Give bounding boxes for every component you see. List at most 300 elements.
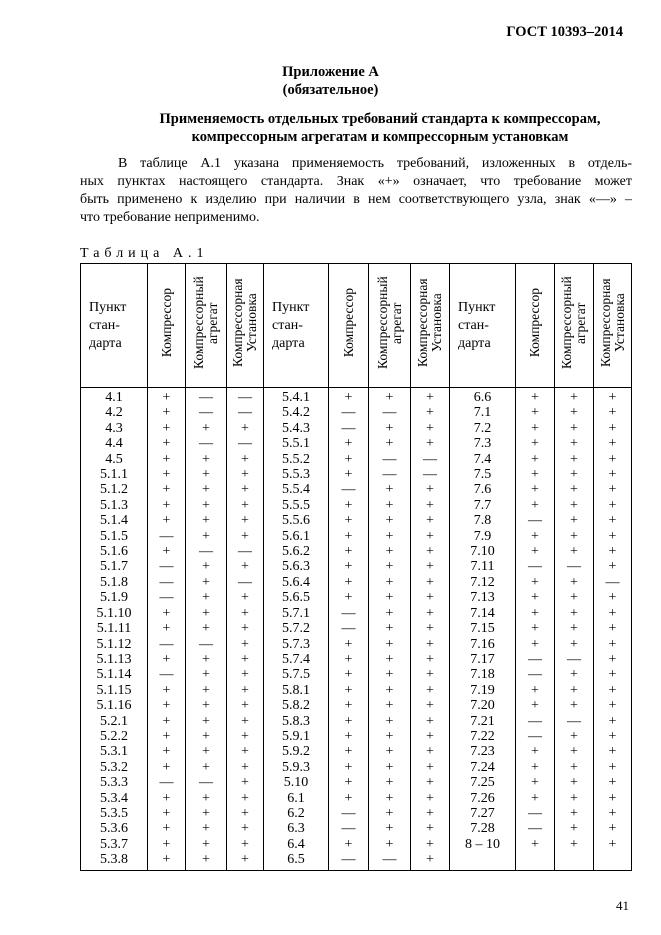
cell-applicability: —: [329, 621, 369, 636]
cell-clause: 5.3.5: [81, 806, 148, 821]
cell-applicability: +: [148, 791, 186, 806]
cell-applicability: +: [227, 806, 264, 821]
table-caption: Таблица А.1: [80, 246, 209, 261]
cell-applicability: —: [186, 405, 227, 420]
table-row: [81, 667, 632, 682]
cell-clause: 5.1.2: [81, 482, 148, 497]
cell-applicability: —: [227, 388, 264, 406]
header-compressor-label: Компрессор: [527, 288, 542, 358]
cell-applicability: +: [329, 637, 369, 652]
cell-applicability: —: [516, 667, 555, 682]
cell-applicability: +: [329, 590, 369, 605]
cell-applicability: +: [516, 606, 555, 621]
cell-applicability: +: [516, 698, 555, 713]
cell-applicability: +: [186, 821, 227, 836]
cell-clause: 7.23: [450, 744, 516, 759]
table-body: [81, 388, 632, 871]
header-compressor-label: Компрессор: [158, 288, 174, 358]
cell-applicability: +: [369, 590, 411, 605]
cell-applicability: +: [329, 729, 369, 744]
cell-applicability: +: [148, 760, 186, 775]
cell-clause: 5.1.7: [81, 559, 148, 574]
cell-applicability: +: [186, 791, 227, 806]
cell-applicability: +: [148, 482, 186, 497]
table-row: [81, 775, 632, 790]
cell-applicability: +: [555, 482, 594, 497]
table-row: [81, 388, 632, 406]
header-punkt-line: дарта: [458, 335, 491, 351]
cell-applicability: +: [516, 760, 555, 775]
header-punkt-line: Пункт: [272, 299, 310, 315]
cell-applicability: +: [516, 683, 555, 698]
cell-applicability: +: [516, 405, 555, 420]
table-row: [81, 760, 632, 775]
cell-applicability: +: [148, 744, 186, 759]
cell-applicability: +: [148, 498, 186, 513]
header-compressor: [516, 264, 555, 388]
cell-applicability: +: [148, 421, 186, 436]
cell-applicability: +: [555, 405, 594, 420]
cell-applicability: +: [411, 436, 450, 451]
cell-clause: 7.24: [450, 760, 516, 775]
header-punkt-line: Пункт: [458, 299, 496, 315]
cell-applicability: +: [411, 621, 450, 636]
cell-applicability: +: [411, 714, 450, 729]
cell-clause: 5.8.2: [264, 698, 329, 713]
cell-applicability: +: [227, 452, 264, 467]
cell-clause: 5.1.10: [81, 606, 148, 621]
cell-clause: 4.5: [81, 452, 148, 467]
cell-applicability: +: [555, 498, 594, 513]
cell-applicability: +: [227, 667, 264, 682]
cell-applicability: +: [369, 388, 411, 406]
cell-applicability: +: [516, 837, 555, 852]
header-punkt-line: дарта: [89, 335, 122, 351]
cell-applicability: +: [516, 791, 555, 806]
header-punkt-line: Пункт: [89, 299, 127, 315]
annex-status: (обязательное): [282, 82, 379, 98]
cell-applicability: +: [186, 575, 227, 590]
annex-title: Приложение А: [282, 64, 379, 80]
cell-applicability: +: [411, 590, 450, 605]
cell-applicability: +: [329, 529, 369, 544]
cell-applicability: +: [227, 821, 264, 836]
cell-applicability: +: [411, 775, 450, 790]
cell-clause: 5.4.3: [264, 421, 329, 436]
cell-applicability: +: [411, 559, 450, 574]
cell-clause: 7.20: [450, 698, 516, 713]
cell-applicability: +: [555, 729, 594, 744]
cell-applicability: +: [148, 621, 186, 636]
table-row: [81, 652, 632, 667]
table-row: [81, 637, 632, 652]
table-row: [81, 559, 632, 574]
cell-applicability: +: [411, 760, 450, 775]
cell-clause: 5.8.1: [264, 683, 329, 698]
table-row: [81, 590, 632, 605]
cell-applicability: —: [516, 559, 555, 574]
cell-applicability: +: [369, 714, 411, 729]
cell-clause: 7.6: [450, 482, 516, 497]
cell-applicability: +: [186, 529, 227, 544]
cell-applicability: +: [555, 388, 594, 406]
cell-applicability: [516, 852, 555, 870]
cell-clause: 6.1: [264, 791, 329, 806]
cell-applicability: +: [227, 652, 264, 667]
cell-applicability: +: [148, 683, 186, 698]
cell-applicability: +: [329, 652, 369, 667]
cell-applicability: —: [329, 821, 369, 836]
cell-applicability: —: [516, 714, 555, 729]
table-row: [81, 683, 632, 698]
cell-clause: 5.6.3: [264, 559, 329, 574]
cell-applicability: +: [148, 698, 186, 713]
cell-applicability: —: [516, 513, 555, 528]
cell-applicability: +: [148, 452, 186, 467]
table-row: [81, 575, 632, 590]
cell-clause: 7.16: [450, 637, 516, 652]
cell-applicability: +: [369, 421, 411, 436]
cell-applicability: —: [227, 575, 264, 590]
table-row: [81, 513, 632, 528]
cell-applicability: +: [555, 544, 594, 559]
header-aggregate: [186, 264, 227, 388]
cell-applicability: +: [411, 791, 450, 806]
cell-applicability: —: [227, 405, 264, 420]
cell-applicability: —: [329, 852, 369, 870]
cell-applicability: +: [369, 744, 411, 759]
cell-applicability: +: [329, 683, 369, 698]
cell-applicability: +: [594, 388, 632, 406]
cell-applicability: +: [148, 837, 186, 852]
cell-applicability: —: [516, 806, 555, 821]
cell-applicability: +: [369, 498, 411, 513]
cell-clause: 5.5.5: [264, 498, 329, 513]
cell-applicability: +: [148, 652, 186, 667]
cell-applicability: +: [227, 559, 264, 574]
cell-clause: 6.2: [264, 806, 329, 821]
cell-applicability: —: [148, 590, 186, 605]
header-aggregate-label: Компрессорный агрегат: [374, 276, 404, 370]
cell-applicability: +: [516, 544, 555, 559]
table-row: [81, 482, 632, 497]
table-row: [81, 806, 632, 821]
cell-applicability: +: [369, 436, 411, 451]
cell-clause: 5.1.9: [81, 590, 148, 605]
cell-applicability: +: [516, 467, 555, 482]
cell-applicability: +: [594, 637, 632, 652]
cell-applicability: +: [555, 760, 594, 775]
cell-applicability: +: [594, 791, 632, 806]
table-row: [81, 529, 632, 544]
cell-clause: 5.1.13: [81, 652, 148, 667]
header-punkt: [264, 264, 329, 388]
cell-applicability: +: [369, 837, 411, 852]
cell-clause: 7.8: [450, 513, 516, 528]
cell-clause: 5.6.2: [264, 544, 329, 559]
header-punkt-line: стан-: [458, 317, 489, 333]
cell-applicability: +: [594, 806, 632, 821]
cell-clause: 5.6.5: [264, 590, 329, 605]
cell-applicability: +: [186, 621, 227, 636]
cell-applicability: +: [369, 637, 411, 652]
cell-applicability: +: [411, 529, 450, 544]
cell-applicability: +: [369, 559, 411, 574]
cell-applicability: —: [516, 652, 555, 667]
cell-applicability: +: [411, 667, 450, 682]
cell-applicability: +: [369, 482, 411, 497]
cell-applicability: +: [369, 806, 411, 821]
cell-applicability: +: [411, 806, 450, 821]
cell-applicability: +: [516, 498, 555, 513]
cell-applicability: +: [148, 714, 186, 729]
cell-applicability: +: [594, 683, 632, 698]
cell-applicability: —: [186, 388, 227, 406]
cell-applicability: +: [186, 452, 227, 467]
cell-applicability: +: [227, 852, 264, 870]
cell-applicability: —: [411, 452, 450, 467]
cell-clause: 5.3.6: [81, 821, 148, 836]
cell-applicability: +: [369, 667, 411, 682]
cell-applicability: +: [369, 683, 411, 698]
cell-applicability: +: [594, 821, 632, 836]
cell-clause: 5.4.1: [264, 388, 329, 406]
cell-applicability: +: [186, 467, 227, 482]
cell-applicability: +: [186, 714, 227, 729]
cell-applicability: +: [555, 821, 594, 836]
cell-applicability: +: [555, 837, 594, 852]
table-row: [81, 729, 632, 744]
cell-applicability: —: [555, 652, 594, 667]
cell-applicability: +: [227, 837, 264, 852]
cell-clause: 7.13: [450, 590, 516, 605]
cell-clause: 5.1.6: [81, 544, 148, 559]
cell-clause: 5.7.3: [264, 637, 329, 652]
cell-clause: 5.3.4: [81, 791, 148, 806]
cell-clause: 7.26: [450, 791, 516, 806]
cell-applicability: +: [186, 683, 227, 698]
cell-applicability: +: [594, 775, 632, 790]
cell-applicability: +: [555, 667, 594, 682]
cell-applicability: +: [369, 698, 411, 713]
cell-applicability: +: [186, 729, 227, 744]
cell-clause: 7.10: [450, 544, 516, 559]
cell-clause: 8 – 10: [450, 837, 516, 852]
cell-applicability: +: [594, 482, 632, 497]
cell-applicability: +: [555, 436, 594, 451]
cell-clause: 5.8.3: [264, 714, 329, 729]
cell-clause: 5.1.4: [81, 513, 148, 528]
cell-applicability: +: [148, 606, 186, 621]
cell-applicability: +: [369, 760, 411, 775]
cell-applicability: +: [411, 421, 450, 436]
cell-clause: 7.4: [450, 452, 516, 467]
cell-clause: 5.1.11: [81, 621, 148, 636]
cell-clause: 7.1: [450, 405, 516, 420]
intro-paragraph: [80, 155, 632, 227]
cell-applicability: —: [329, 421, 369, 436]
cell-applicability: +: [594, 652, 632, 667]
cell-applicability: +: [186, 606, 227, 621]
cell-applicability: +: [369, 513, 411, 528]
cell-applicability: —: [411, 467, 450, 482]
cell-applicability: +: [516, 482, 555, 497]
cell-applicability: —: [148, 559, 186, 574]
cell-applicability: +: [186, 667, 227, 682]
cell-applicability: +: [516, 436, 555, 451]
cell-applicability: +: [369, 529, 411, 544]
cell-clause: 4.1: [81, 388, 148, 406]
cell-applicability: +: [411, 729, 450, 744]
header-compressor-label: Компрессор: [340, 288, 356, 358]
cell-applicability: +: [329, 775, 369, 790]
cell-applicability: —: [186, 436, 227, 451]
cell-applicability: +: [148, 405, 186, 420]
cell-applicability: +: [329, 436, 369, 451]
cell-applicability: +: [329, 744, 369, 759]
cell-applicability: +: [227, 760, 264, 775]
cell-applicability: —: [329, 606, 369, 621]
cell-applicability: [594, 852, 632, 870]
cell-applicability: +: [329, 791, 369, 806]
cell-applicability: +: [369, 652, 411, 667]
cell-applicability: +: [227, 775, 264, 790]
table-row: [81, 467, 632, 482]
cell-clause: 7.22: [450, 729, 516, 744]
cell-applicability: —: [329, 482, 369, 497]
cell-applicability: +: [411, 744, 450, 759]
cell-applicability: +: [227, 714, 264, 729]
cell-applicability: +: [555, 637, 594, 652]
cell-applicability: +: [594, 498, 632, 513]
applicability-table: [80, 263, 632, 871]
cell-clause: 7.3: [450, 436, 516, 451]
cell-clause: 5.3.3: [81, 775, 148, 790]
cell-applicability: +: [411, 482, 450, 497]
cell-clause: 7.18: [450, 667, 516, 682]
header-installation-label: Компрессорная Установка: [597, 278, 627, 368]
cell-clause: 5.1.15: [81, 683, 148, 698]
cell-clause: 5.5.2: [264, 452, 329, 467]
cell-clause: 5.3.2: [81, 760, 148, 775]
cell-applicability: +: [227, 683, 264, 698]
cell-applicability: +: [411, 405, 450, 420]
cell-applicability: —: [186, 775, 227, 790]
cell-applicability: +: [555, 452, 594, 467]
cell-applicability: +: [329, 667, 369, 682]
cell-clause: 7.7: [450, 498, 516, 513]
cell-applicability: +: [594, 529, 632, 544]
cell-applicability: +: [594, 590, 632, 605]
cell-clause: 5.5.4: [264, 482, 329, 497]
cell-applicability: +: [411, 544, 450, 559]
table-row: [81, 544, 632, 559]
cell-applicability: +: [369, 775, 411, 790]
header-aggregate: [369, 264, 411, 388]
table-row: [81, 606, 632, 621]
cell-applicability: —: [329, 405, 369, 420]
cell-clause: 7.19: [450, 683, 516, 698]
table-row: [81, 405, 632, 420]
cell-applicability: +: [186, 559, 227, 574]
cell-applicability: +: [329, 760, 369, 775]
cell-applicability: +: [594, 559, 632, 574]
cell-clause: 5.7.2: [264, 621, 329, 636]
cell-applicability: —: [186, 637, 227, 652]
cell-applicability: +: [329, 388, 369, 406]
cell-applicability: —: [227, 544, 264, 559]
cell-applicability: +: [594, 744, 632, 759]
cell-clause: 5.6.1: [264, 529, 329, 544]
table-row: [81, 821, 632, 836]
header-punkt: [450, 264, 516, 388]
table-row: [81, 621, 632, 636]
cell-clause: 7.28: [450, 821, 516, 836]
cell-applicability: +: [555, 513, 594, 528]
page-number: 41: [616, 898, 629, 913]
table-row: [81, 744, 632, 759]
header-installation: [227, 264, 264, 388]
header-compressor: [329, 264, 369, 388]
paragraph-line: быть применено к изделию при наличии в нем соответствующего узла, знак «—» –: [80, 192, 632, 207]
cell-clause: 5.5.3: [264, 467, 329, 482]
cell-clause: 5.1.8: [81, 575, 148, 590]
cell-applicability: +: [594, 606, 632, 621]
cell-applicability: +: [227, 482, 264, 497]
cell-clause: 5.1.12: [81, 637, 148, 652]
cell-clause: 5.3.7: [81, 837, 148, 852]
cell-clause: 5.5.1: [264, 436, 329, 451]
cell-applicability: +: [227, 590, 264, 605]
cell-applicability: +: [329, 575, 369, 590]
cell-applicability: +: [369, 729, 411, 744]
cell-applicability: —: [148, 529, 186, 544]
cell-applicability: +: [516, 575, 555, 590]
cell-clause: 7.9: [450, 529, 516, 544]
cell-applicability: +: [227, 513, 264, 528]
cell-clause: 5.7.1: [264, 606, 329, 621]
cell-applicability: +: [555, 775, 594, 790]
cell-clause: 5.9.1: [264, 729, 329, 744]
cell-applicability: +: [186, 806, 227, 821]
cell-applicability: +: [148, 852, 186, 870]
cell-applicability: +: [594, 544, 632, 559]
cell-clause: 5.7.4: [264, 652, 329, 667]
cell-clause: 7.27: [450, 806, 516, 821]
cell-clause: 5.1.3: [81, 498, 148, 513]
cell-applicability: +: [329, 698, 369, 713]
cell-applicability: +: [411, 575, 450, 590]
cell-applicability: +: [555, 467, 594, 482]
cell-clause: 5.1.16: [81, 698, 148, 713]
cell-clause: 5.3.1: [81, 744, 148, 759]
cell-applicability: +: [555, 421, 594, 436]
cell-clause: 7.5: [450, 467, 516, 482]
cell-clause: 4.4: [81, 436, 148, 451]
cell-applicability: +: [186, 482, 227, 497]
cell-clause: 5.1.14: [81, 667, 148, 682]
cell-applicability: +: [516, 590, 555, 605]
cell-applicability: +: [148, 806, 186, 821]
header-aggregate-label: Компрессорный агрегат: [191, 276, 220, 370]
header-installation: [411, 264, 450, 388]
header-compressor: [148, 264, 186, 388]
cell-applicability: +: [227, 498, 264, 513]
table-row: [81, 791, 632, 806]
cell-applicability: +: [516, 529, 555, 544]
cell-applicability: +: [555, 529, 594, 544]
cell-applicability: +: [594, 405, 632, 420]
